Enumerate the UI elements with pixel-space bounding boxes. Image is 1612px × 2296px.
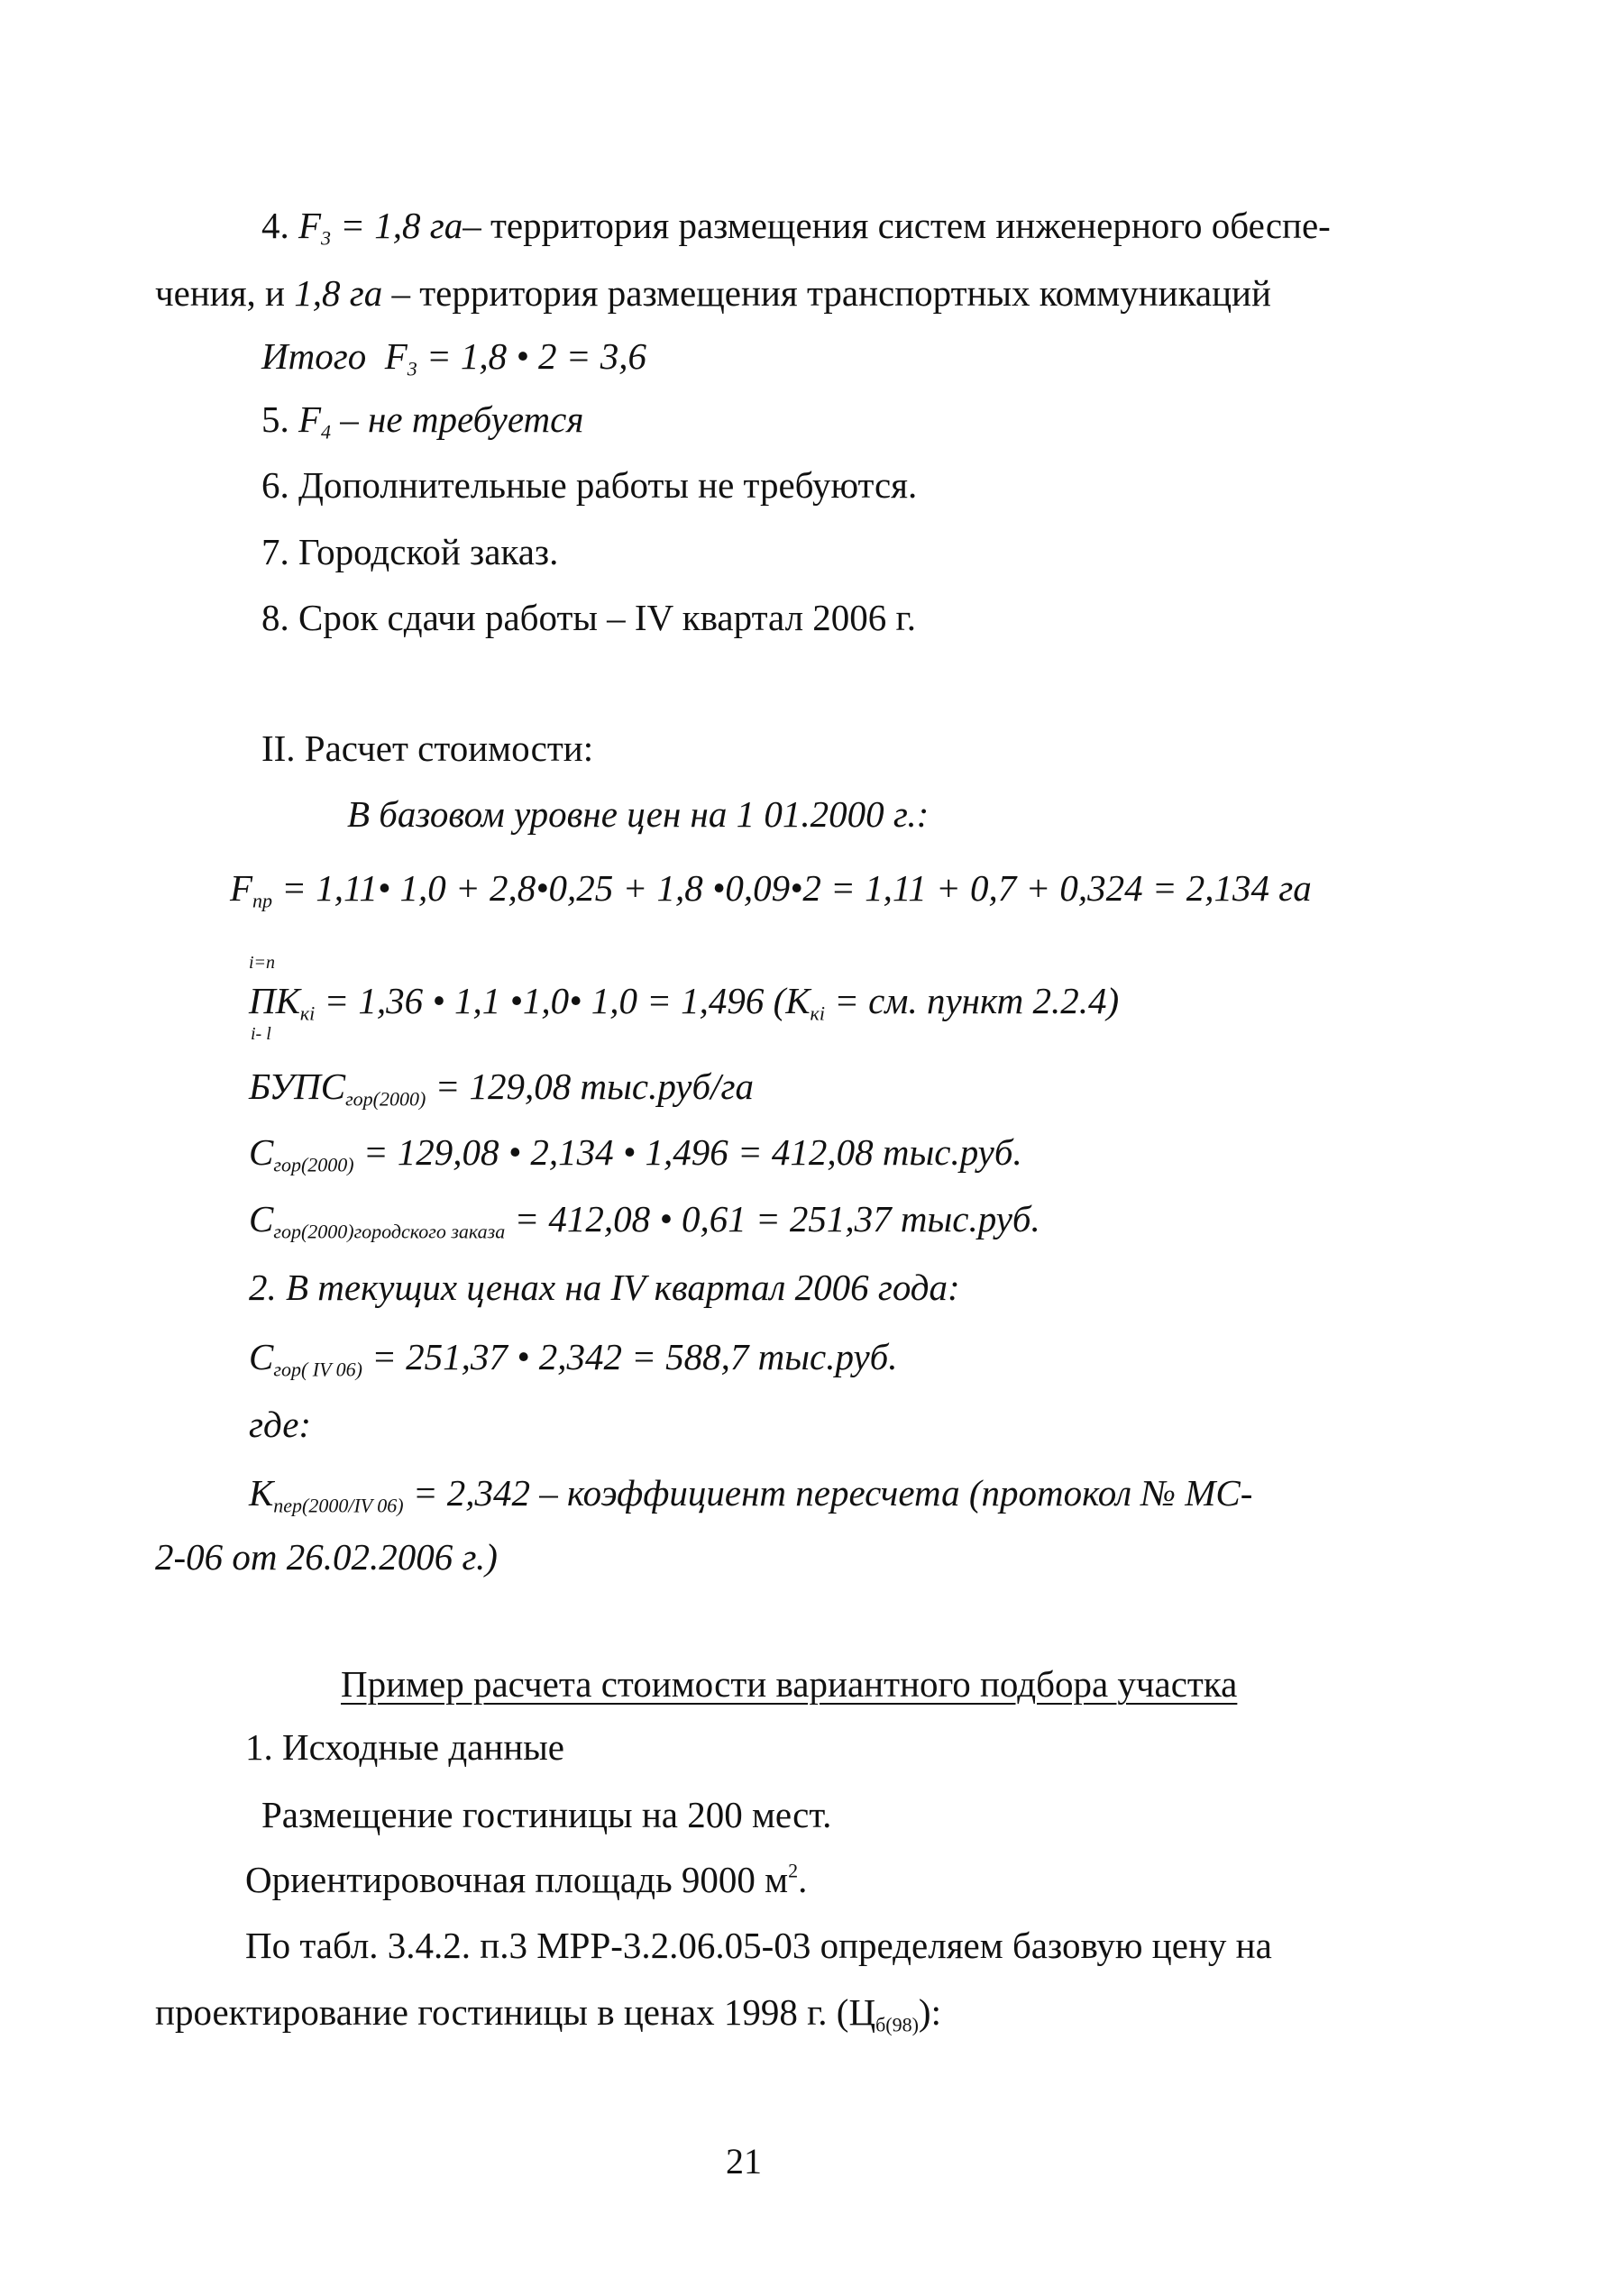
fpr-expr: = 1,11• 1,0 + 2,8•0,25 + 1,8 •0,09•2 = 1,11 + 0,7 + 0,324 = 2,134 га: [281, 867, 1312, 909]
example-title: Пример расчета стоимости вариантного подбора участка: [341, 1663, 1238, 1705]
total-f: F: [384, 335, 408, 377]
item-4-line-2-a: чения, и: [155, 272, 295, 314]
total-f-sub: 3: [407, 357, 417, 380]
city-order-label: С: [249, 1198, 274, 1239]
fpr-sub: пр: [252, 889, 273, 912]
area-text: Ориентировочная площадь 9000 м: [245, 1859, 789, 1900]
kper-expr: = 2,342 – коэффициент пересчета (протокол № МС-: [403, 1472, 1253, 1514]
item-5-number: 5.: [261, 398, 298, 440]
section-2-heading: II. Расчет стоимости:: [261, 727, 594, 769]
item-4-text: – территория размещения систем инженерного обеспе-: [463, 205, 1331, 246]
kper-label: К: [249, 1472, 274, 1514]
fpr-f: F: [230, 867, 253, 909]
paragraph-line-2-sub: б(98): [875, 2013, 919, 2036]
product-limit-top: i=n: [249, 953, 276, 973]
cgor-expr: = 129,08 • 2,134 • 1,496 = 412,08 тыс.руб.: [353, 1131, 1022, 1173]
civ-formula: [249, 1336, 898, 1381]
paragraph-line-2: [155, 1991, 941, 2036]
pk-expr: = 1,36 • 1,1 •1,0• 1,0 = 1,496 (К: [315, 980, 811, 1021]
bups-expr: = 129,08 тыс.руб/га: [426, 1066, 754, 1107]
where-label: где:: [249, 1404, 312, 1445]
page-number: 21: [726, 2141, 762, 2182]
placement-line: Размещение гостиницы на 200 мест.: [261, 1794, 832, 1835]
kper-formula: [249, 1472, 1253, 1517]
item-4-line-2: [155, 272, 1271, 314]
cgor-sub: гор(2000): [273, 1153, 354, 1176]
civ-sub: гор( IV 06): [273, 1358, 362, 1381]
example-item-1: 1. Исходные данные: [245, 1726, 565, 1768]
total-line: [261, 335, 646, 380]
pk-label: ПК: [249, 980, 300, 1021]
civ-label: С: [249, 1336, 274, 1377]
city-order-sub: гор(2000)городского заказа: [273, 1220, 506, 1243]
civ-expr: = 251,37 • 2,342 = 588,7 тыс.руб.: [362, 1336, 898, 1377]
item-4-line-2-c: – территория размещения транспортных коммуникаций: [382, 272, 1271, 314]
item-4-number: 4.: [261, 205, 289, 246]
item-4-line-1: [261, 205, 1331, 250]
item-7: 7. Городской заказ.: [261, 531, 559, 572]
area-line: [245, 1861, 807, 1898]
item-4-formula: $F_3$: [298, 205, 332, 250]
city-order-expr: = 412,08 • 0,61 = 251,37 тыс.руб.: [505, 1198, 1040, 1239]
total-label: Итого: [261, 335, 367, 377]
pk-sub-2: кi: [810, 1002, 825, 1025]
pk-sub: кi: [299, 1002, 316, 1025]
pk-formula: [249, 980, 1120, 1025]
item-5-f-sub: 4: [321, 420, 332, 444]
item-6: 6. Дополнительные работы не требуются.: [261, 464, 918, 506]
item-4-eq: = 1,8 га: [340, 205, 463, 246]
bups-label: БУПС: [249, 1066, 346, 1107]
item-5-text: – не требуется: [331, 398, 584, 440]
product-limit-bottom: i- l: [251, 1024, 271, 1044]
pk-tail: = см. пункт 2.2.4): [824, 980, 1120, 1021]
paragraph-line-2-end: ):: [918, 1991, 941, 2033]
area-dot: .: [798, 1859, 808, 1900]
city-order-formula: [249, 1198, 1040, 1243]
item-8: 8. Срок сдачи работы – IV квартал 2006 г.: [261, 597, 916, 638]
cgor-label: С: [249, 1131, 274, 1173]
fpr-formula: [230, 867, 1312, 912]
bups-sub: гор(2000): [345, 1087, 426, 1111]
total-expr: = 1,8 • 2 = 3,6: [426, 335, 646, 377]
bups-formula: [249, 1066, 754, 1111]
item-5: [261, 398, 584, 444]
paragraph-line-1: По табл. 3.4.2. п.3 МРР-3.2.06.05-03 определяем базовую цену на: [245, 1925, 1272, 1966]
base-level-line: В базовом уровне цен на 1 01.2000 г.:: [347, 793, 930, 835]
cgor-formula: [249, 1131, 1022, 1176]
paragraph-line-2-text: проектирование гостиницы в ценах 1998 г. (Ц: [155, 1991, 876, 2033]
area-sup: 2: [788, 1859, 799, 1882]
kper-sub: пер(2000/IV 06): [273, 1494, 404, 1517]
kper-line-2: 2-06 от 26.02.2006 г.): [155, 1536, 498, 1578]
item-5-f: F: [298, 398, 322, 440]
current-prices-heading: 2. В текущих ценах на IV квартал 2006 года:: [249, 1267, 960, 1308]
item-4-line-2-b: 1,8 га: [294, 272, 383, 314]
